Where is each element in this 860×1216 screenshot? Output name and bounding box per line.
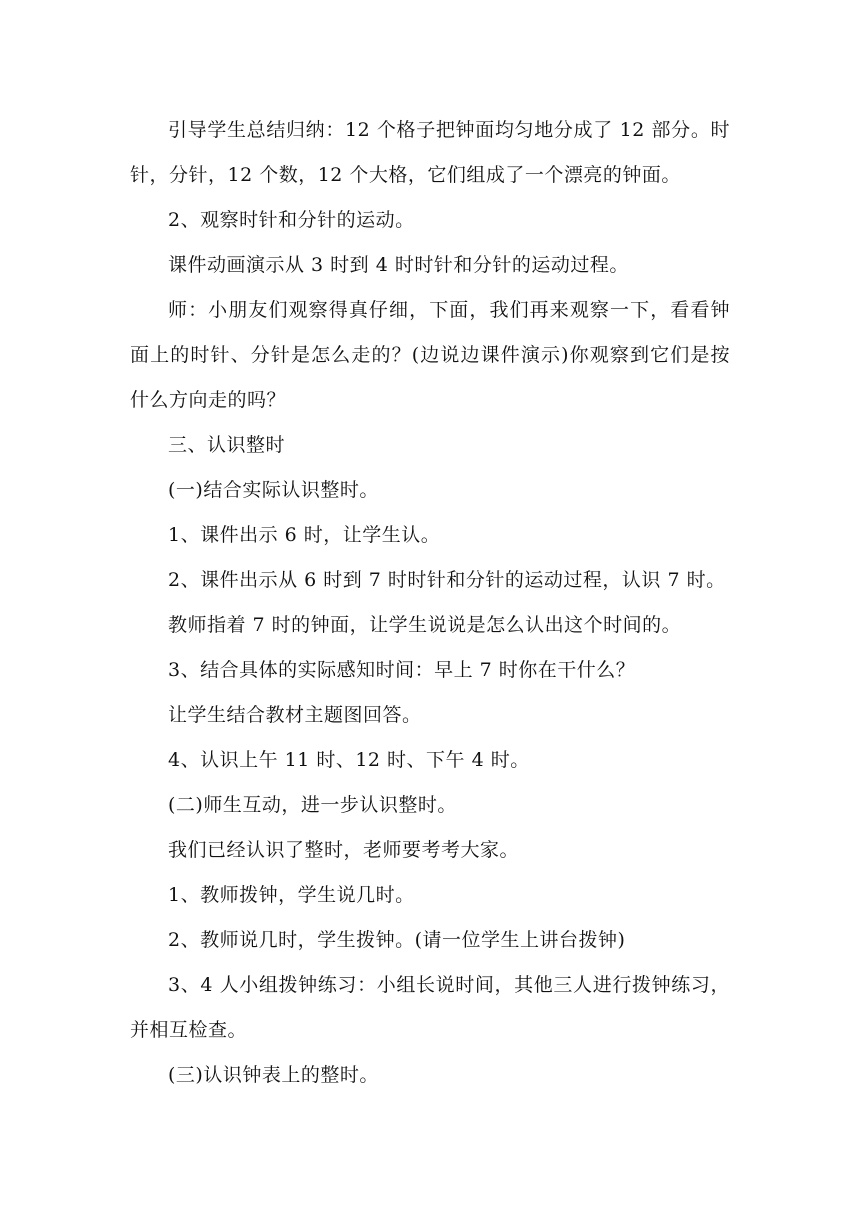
document-body: [130, 108, 730, 1098]
paragraph-summary: 引导学生总结归纳：12 个格子把钟面均匀地分成了 12 部分。时针，分针，12 个数，12 个大格，它们组成了一个漂亮的钟面。: [130, 119, 730, 186]
paragraph-teacher-question: 师：小朋友们观察得真仔细，下面，我们再来观察一下，看看钟面上的时针、分针是怎么走的？(边说边课件演示)你观察到它们是按什么方向走的吗？: [130, 299, 730, 411]
paragraph-animation-demo: 课件动画演示从 3 时到 4 时时针和分针的运动过程。: [168, 254, 629, 276]
paragraph-student-answer: 让学生结合教材主题图回答。: [168, 704, 422, 726]
list-item: 1、课件出示 6 时，让学生认。: [168, 524, 441, 546]
section-heading-whole-hours: 三、认识整时: [168, 434, 286, 456]
subsection-heading-2: (二)师生互动，进一步认识整时。: [168, 794, 457, 816]
paragraph-teacher-test: 我们已经认识了整时，老师要考考大家。: [168, 839, 520, 861]
list-item: 2、教师说几时，学生拨钟。(请一位学生上讲台拨钟): [168, 929, 626, 951]
list-item: 3、结合具体的实际感知时间：早上 7 时你在干什么？: [168, 659, 636, 681]
subsection-heading-3: (三)认识钟表上的整时。: [168, 1064, 379, 1086]
paragraph-teacher-points: 教师指着 7 时的钟面，让学生说说是怎么认出这个时间的。: [168, 614, 682, 636]
list-item: 2、课件出示从 6 时到 7 时时针和分针的运动过程，认识 7 时。: [168, 569, 726, 591]
paragraph-observe-hands: 2、观察时针和分针的运动。: [168, 209, 415, 231]
list-item: 1、教师拨钟，学生说几时。: [168, 884, 415, 906]
list-item: 3、4 人小组拨钟练习：小组长说时间，其他三人进行拨钟练习，并相互检查。: [130, 974, 730, 1041]
subsection-heading-1: (一)结合实际认识整时。: [168, 479, 379, 501]
list-item: 4、认识上午 11 时、12 时、下午 4 时。: [168, 749, 530, 771]
